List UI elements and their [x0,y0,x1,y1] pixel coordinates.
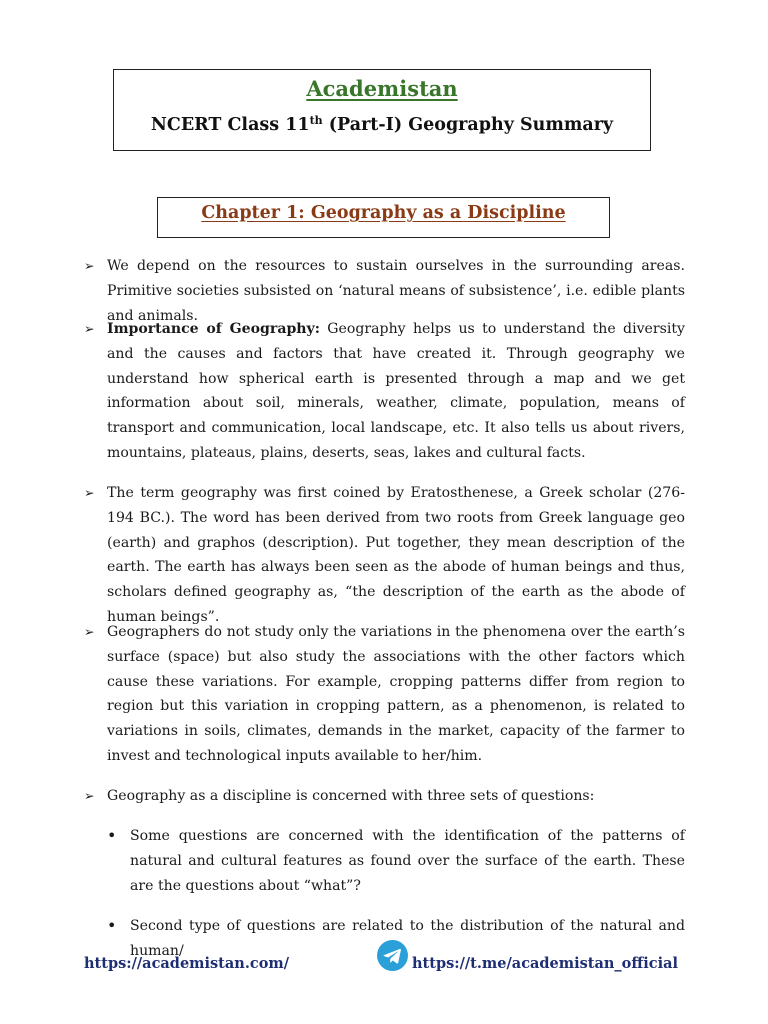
subtitle-superscript: th [309,114,323,127]
point-2-text: Geography helps us to understand the diversity and the causes and factors that have created it. Through geography we understand how spherical earth is presented through a map and we get information about soil, minerals, weather, climate, population, means of transport and communication, local landscape, etc. It also tells us about rivers, mountains, plateaus, plains, deserts, seas, lakes and cultural facts. [107,321,685,461]
subtitle-suffix: (Part-I) Geography Summary [322,115,614,135]
sub-point-1: Some questions are concerned with the identification of the patterns of natural and cultural features as found over the surface of the earth. These are the questions about “what”? [130,828,685,894]
subtitle-prefix: NCERT Class 11 [150,115,310,135]
document-subtitle [114,115,650,135]
telegram-link[interactable]: https://t.me/academistan_official [412,955,678,972]
point-5-text: Geography as a discipline is concerned with three sets of questions: [107,788,595,804]
point-3-text: The term geography was first coined by Eratosthenese, a Greek scholar (276- 194 BC.). The word has been derived from two roots from Greek language geo (earth) and graphos (description). Put together, they mean description of the earth. The earth has always been seen as the abode of human beings and thus, scholars defined geography as, “the description of the earth as the abode of human beings”. [107,485,685,625]
chapter-box [157,197,610,238]
list-marker: ➢ [84,321,95,336]
header-box [113,69,651,151]
point-2 [107,317,685,466]
point-3 [107,481,685,630]
telegram-icon[interactable] [377,940,408,971]
point-5 [107,784,685,809]
bullet-marker: • [107,826,117,845]
point-4 [107,620,685,769]
list-marker: ➢ [84,485,95,500]
bullet-marker: • [107,916,117,935]
point-1-text: We depend on the resources to sustain ourselves in the surrounding areas. Primitive societies subsisted on ‘natural means of subsistence’, i.e. edible plants and animals. [107,258,685,324]
list-marker: ➢ [84,258,95,273]
site-name[interactable]: Academistan [306,76,458,101]
list-marker: ➢ [84,788,95,803]
point-2-lead: Importance of Geography: [107,321,320,337]
chapter-title: Chapter 1: Geography as a Discipline [201,203,566,223]
list-marker: ➢ [84,624,95,639]
sub-point-2: Second type of questions are related to the distribution of the natural and human/ [130,918,685,959]
point-4-text: Geographers do not study only the variations in the phenomena over the earth’s surface (space) but also study the associations with the other factors which cause these variations. For example, cropping patterns differ from region to region but this variation in cropping pattern, as a phenomenon, is related to variations in soils, climates, demands in the market, capacity of the farmer to invest and technological inputs available to her/him. [107,624,685,764]
website-link[interactable]: https://academistan.com/ [84,955,290,972]
